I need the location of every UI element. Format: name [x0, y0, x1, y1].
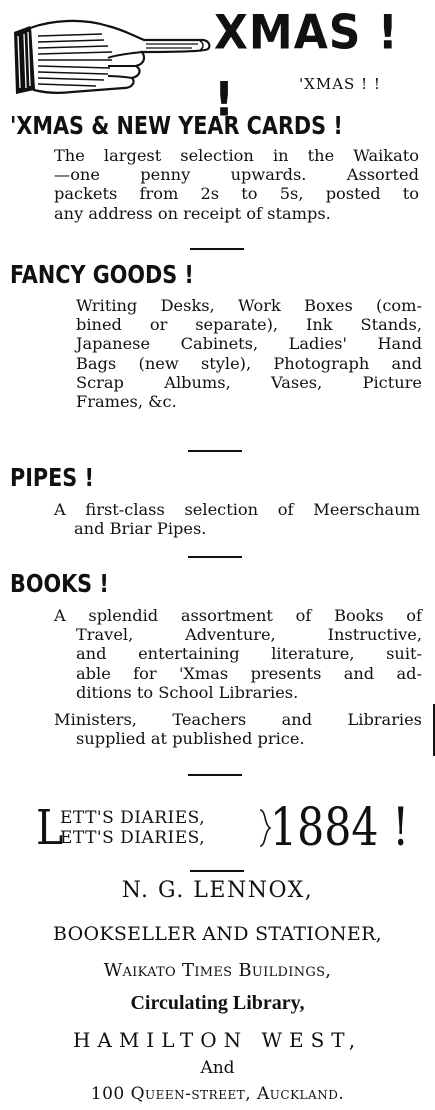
divider: [188, 450, 242, 452]
heading-cards: 'XMAS & NEW YEAR CARDS !: [10, 111, 343, 140]
pipes-description: [54, 500, 420, 538]
text-line: Writing Desks, Work Boxes (com-: [76, 296, 422, 315]
diaries-year: 1884 !: [270, 798, 410, 858]
circulating-library: Circulating Library,: [130, 992, 305, 1014]
fancy-goods-description: [76, 296, 422, 411]
pointing-hand-icon: [12, 10, 212, 100]
conjunction-and: And: [200, 1058, 235, 1078]
divider: [190, 248, 244, 250]
text-line: Travel, Adventure, Instructive,: [76, 625, 422, 645]
text-line: Scrap Albums, Vases, Picture: [76, 372, 422, 392]
text-line: The largest selection in the Waikato: [54, 146, 419, 165]
text-line: Ministers, Teachers and Libraries: [54, 710, 422, 729]
merchant-town: HAMILTON WEST,: [72, 1028, 363, 1052]
cards-description: [54, 146, 419, 223]
diaries-initial: L: [36, 800, 64, 856]
heading-fancy-goods: FANCY GOODS !: [10, 260, 194, 289]
text-line: ditions to School Libraries.: [76, 682, 299, 702]
text-line: Japanese Cabinets, Ladies' Hand: [76, 334, 422, 354]
text-line: —one penny upwards. Assorted: [54, 165, 419, 185]
text-line: able for 'Xmas presents and ad-: [76, 663, 422, 683]
text-line: A splendid assortment of Books of: [54, 606, 422, 625]
heading-pipes: PIPES !: [10, 463, 94, 492]
text-line: supplied at published price.: [76, 729, 305, 749]
merchant-premises: Waikato Times Buildings,: [103, 960, 332, 981]
books-supply-note: [54, 710, 422, 748]
divider: [188, 774, 242, 776]
sub-title: 'XMAS ! !: [299, 75, 381, 93]
text-line: Frames, &c.: [76, 392, 177, 412]
merchant-address: 100 Queen-street, Auckland.: [90, 1084, 345, 1104]
main-title: XMAS ! !: [214, 5, 399, 128]
text-line: any address on receipt of stamps.: [54, 203, 331, 223]
text-line: Bags (new style), Photograph and: [76, 353, 422, 373]
text-line: A first-class selection of Meerschaum: [54, 500, 420, 519]
diaries-line-1: ETT'S DIARIES,: [60, 808, 206, 828]
divider: [190, 870, 244, 872]
diaries-line-2: ETT'S DIARIES,: [60, 828, 206, 848]
books-description: [54, 606, 422, 702]
text-line: bined or separate), Ink Stands,: [76, 315, 422, 335]
text-line: packets from 2s to 5s, posted to: [54, 184, 419, 204]
diaries-advert: [36, 798, 416, 862]
merchant-name: N. G. LENNOX,: [121, 878, 314, 903]
heading-books: BOOKS !: [10, 569, 109, 598]
merchant-trade: BOOKSELLER AND STATIONER,: [52, 923, 383, 945]
text-line: and Briar Pipes.: [74, 519, 207, 539]
text-line: and entertaining literature, suit-: [76, 644, 422, 664]
divider: [188, 556, 242, 558]
